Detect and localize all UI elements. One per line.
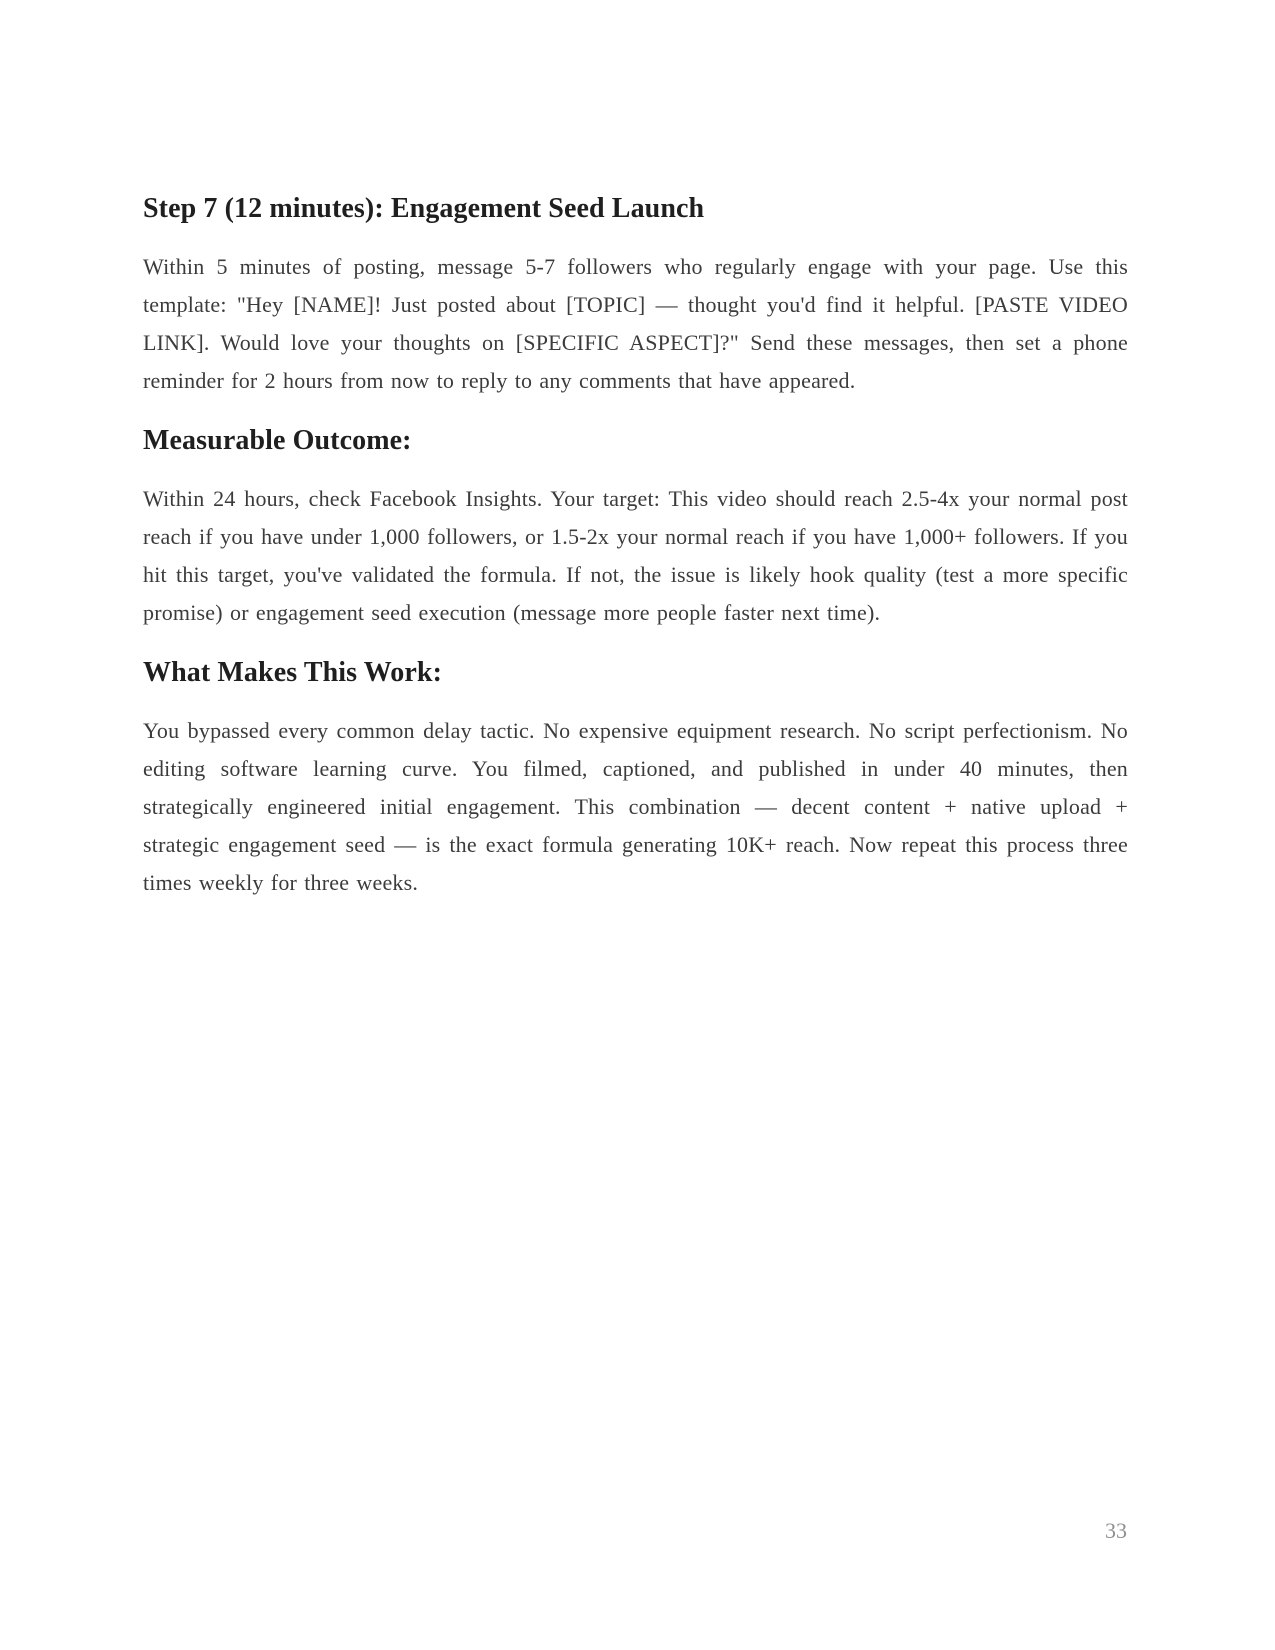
section-heading-what-makes-this-work: What Makes This Work: — [143, 657, 443, 688]
page-number: 33 — [1105, 1518, 1127, 1543]
document-body — [143, 192, 1128, 926]
paragraph-step-7-instructions: Within 5 minutes of posting, message 5-7 followers who regularly engage with your page. Use this template: "Hey [NAME]! Just posted about [TOPIC] — thought you'd find it helpful. [PASTE VIDEO LINK]. Would love your thoughts on [SPECIFIC ASPECT]?" Send these messages, then set a phone reminder for 2 hours from now to reply to any comments that have appeared. — [143, 254, 1128, 393]
section-heading-measurable-outcome: Measurable Outcome: — [143, 425, 412, 456]
paragraph-measurable-outcome: Within 24 hours, check Facebook Insights. Your target: This video should reach 2.5-4x your normal post reach if you have under 1,000 followers, or 1.5-2x your normal reach if you have 1,000+ followers. If you hit this target, you've validated the formula. If not, the issue is likely hook quality (test a more specific promise) or engagement seed execution (message more people faster next time). — [143, 486, 1128, 625]
paragraph-what-makes-this-work: You bypassed every common delay tactic. No expensive equipment research. No script perfectionism. No editing software learning curve. You filmed, captioned, and published in under 40 minutes, then strategically engineered initial engagement. This combination — decent content + native upload + strategic engagement seed — is the exact formula generating 10K+ reach. Now repeat this process three times weekly for three weeks. — [143, 718, 1128, 895]
section-heading-step-7: Step 7 (12 minutes): Engagement Seed Launch — [143, 193, 705, 224]
